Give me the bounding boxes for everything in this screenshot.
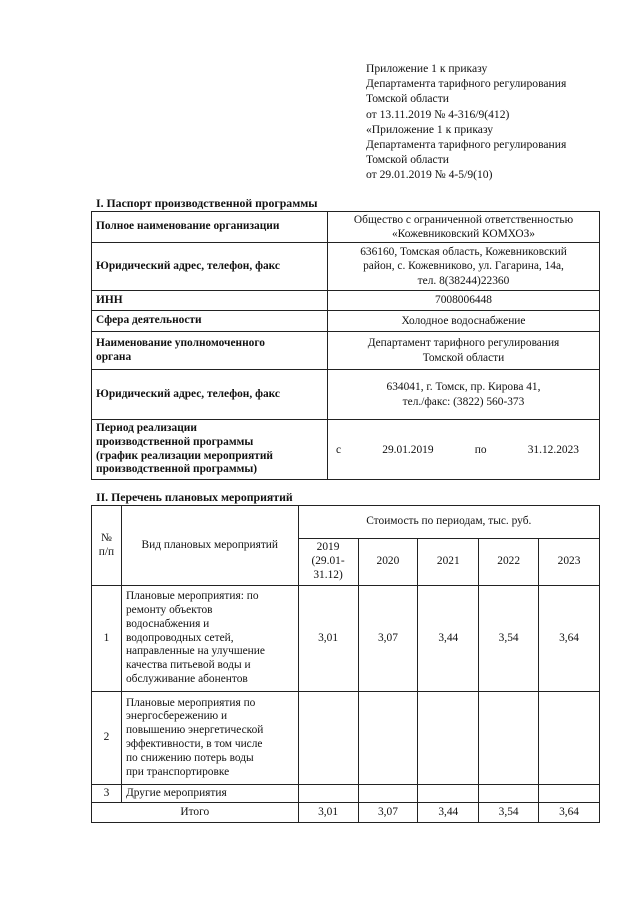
header-line: п/п (98, 545, 115, 558)
name-line: водопроводных сетей, (125, 631, 234, 644)
total-cell: 3,54 (479, 803, 539, 823)
plan-row (92, 785, 600, 803)
passport-label: Юридический адрес, телефон, факс (92, 370, 328, 420)
header-line: от 13.11.2019 № 4-316/9(412) (366, 107, 510, 121)
passport-row (92, 332, 600, 370)
name-line: водоснабжения и (125, 617, 210, 630)
header-line: Департамента тарифного регулирования (366, 77, 567, 91)
year-header (298, 539, 358, 586)
passport-table (91, 211, 600, 480)
passport-row (92, 243, 600, 291)
name-line: энергосбережению и (125, 710, 228, 723)
name-line: Плановые мероприятия: по (125, 590, 259, 603)
value-line: тел. 8(38244)22360 (417, 274, 510, 287)
year-header: 2020 (358, 539, 418, 586)
activity-type-column-header: Вид плановых мероприятий (121, 506, 298, 586)
value-line: тел./факс: (3822) 560-373 (402, 395, 525, 408)
cost-cell (418, 785, 479, 803)
period-from-date: 29.01.2019 (382, 443, 434, 456)
cost-cell (539, 785, 600, 803)
header-line: № (101, 531, 112, 544)
header-line: от 29.01.2019 № 4-5/9(10) (366, 168, 493, 182)
year-header: 2023 (539, 539, 600, 586)
passport-label: Сфера деятельности (92, 311, 328, 332)
activity-name: Другие мероприятия (121, 785, 298, 803)
activity-name (121, 586, 298, 692)
activity-name (121, 692, 298, 785)
number-column-header (92, 506, 122, 586)
total-cell: 3,07 (358, 803, 418, 823)
row-number: 2 (92, 692, 122, 785)
row-number: 1 (92, 586, 122, 692)
label-line: Период реализации (96, 422, 197, 435)
plan-table (91, 505, 600, 823)
header-line: Томской области (366, 92, 449, 106)
total-cell: 3,01 (298, 803, 358, 823)
label-line: (график реализации мероприятий (96, 449, 273, 462)
value-line: Общество с ограниченной ответственностью (353, 213, 574, 226)
passport-label: Полное наименование организации (92, 212, 328, 243)
cost-cell: 3,44 (418, 586, 479, 692)
order-appendix-header (366, 61, 636, 183)
passport-section-title: I. Паспорт производственной программы (96, 196, 318, 210)
passport-row (92, 311, 600, 332)
name-line: по снижению потерь воды (125, 751, 254, 764)
passport-row (92, 291, 600, 311)
period-line (332, 444, 595, 456)
passport-period-row (92, 420, 600, 480)
cost-cell (298, 692, 358, 785)
name-line: повышению энергетической (125, 724, 264, 737)
cost-cell (539, 692, 600, 785)
passport-label (92, 332, 328, 370)
name-line: эффективности, в том числе (125, 738, 263, 750)
cost-cell: 3,01 (298, 586, 358, 692)
value-line: Департамент тарифного регулирования (367, 337, 560, 350)
period-to-date: 31.12.2023 (527, 443, 579, 456)
cost-cell (298, 785, 358, 803)
total-cell: 3,64 (539, 803, 600, 823)
passport-label: ИНН (92, 291, 328, 311)
name-line: качества питьевой воды и (125, 659, 251, 672)
value-line: «Кожевниковский КОМХОЗ» (391, 228, 535, 240)
cost-cell (418, 692, 479, 785)
name-line: ремонту объектов (125, 604, 213, 616)
passport-value (328, 243, 600, 291)
period-label (92, 420, 328, 480)
year-header: 2022 (479, 539, 539, 586)
header-line: «Приложение 1 к приказу (366, 122, 494, 136)
header-line: Департамента тарифного регулирования (366, 138, 567, 152)
passport-row (92, 370, 600, 420)
year-line: 31.12) (313, 568, 343, 581)
total-label: Итого (92, 803, 299, 823)
cost-cell: 3,64 (539, 586, 600, 692)
cost-cell: 3,54 (479, 586, 539, 692)
header-line: Приложение 1 к приказу (366, 62, 488, 75)
label-line: органа (96, 350, 132, 363)
year-line: (29.01- (311, 555, 345, 568)
passport-value (328, 370, 600, 420)
cost-cell (358, 785, 418, 803)
total-cell: 3,44 (418, 803, 479, 823)
value-line: 636160, Томская область, Кожевниковский (360, 246, 567, 259)
header-line: Томской области (366, 153, 449, 167)
plan-row (92, 692, 600, 785)
period-from-word: с (336, 443, 342, 456)
label-line: Наименование уполномоченного (96, 336, 265, 349)
cost-cell (479, 785, 539, 803)
cost-cell (479, 692, 539, 785)
row-number: 3 (92, 785, 122, 803)
passport-value (328, 332, 600, 370)
period-to-word: по (474, 443, 487, 456)
plan-total-row (92, 803, 600, 823)
passport-label: Юридический адрес, телефон, факс (92, 243, 328, 291)
value-line: Томской области (422, 351, 505, 364)
name-line: Плановые мероприятия по (125, 696, 256, 709)
period-value (328, 420, 600, 480)
plan-section-title: II. Перечень плановых мероприятий (96, 490, 293, 504)
plan-row (92, 586, 600, 692)
name-line: при транспортировке (125, 765, 230, 778)
label-line: производственной программы (96, 435, 254, 448)
year-line: 2019 (316, 541, 340, 554)
year-header: 2021 (418, 539, 479, 586)
passport-value (328, 212, 600, 243)
passport-row (92, 212, 600, 243)
passport-value: 7008006448 (328, 291, 600, 311)
label-line: производственной программы) (96, 463, 258, 476)
value-line: район, с. Кожевниково, ул. Гагарина, 14а, (363, 260, 564, 273)
passport-value: Холодное водоснабжение (328, 311, 600, 332)
cost-cell: 3,07 (358, 586, 418, 692)
plan-header-row (92, 506, 600, 539)
name-line: обслуживание абонентов (125, 672, 248, 685)
cost-by-period-header: Стоимость по периодам, тыс. руб. (298, 506, 599, 539)
value-line: 634041, г. Томск, пр. Кирова 41, (386, 381, 541, 394)
name-line: направленные на улучшение (125, 645, 265, 658)
cost-cell (358, 692, 418, 785)
